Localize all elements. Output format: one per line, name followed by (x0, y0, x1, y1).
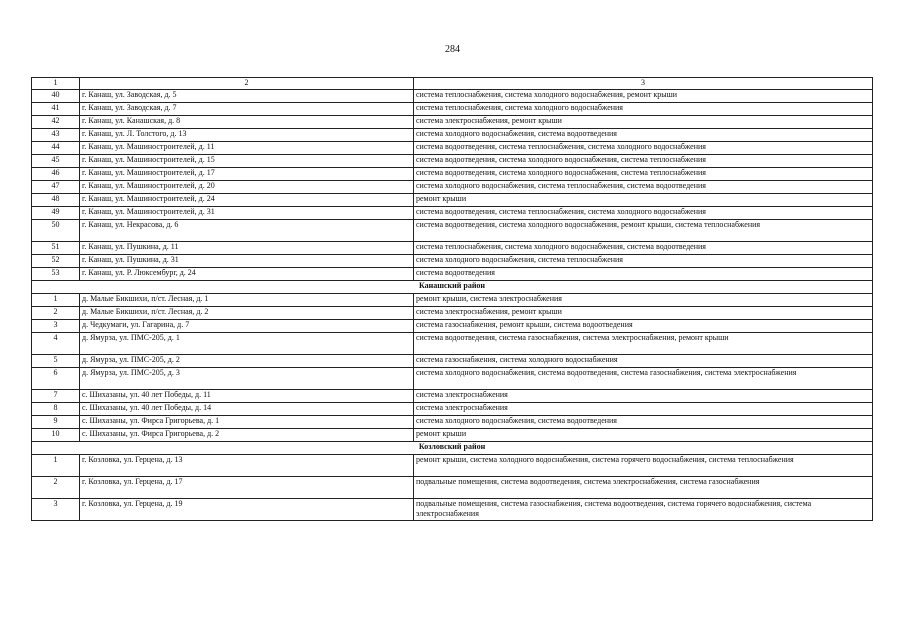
row-address: с. Шихазаны, ул. Фирса Григорьева, д. 2 (80, 429, 414, 442)
row-address: г. Канаш, ул. Заводская, д. 5 (80, 90, 414, 103)
table-row (32, 403, 873, 416)
row-works: система водоотведения, система газоснабжения, система электроснабжения, ремонт крыши (414, 333, 873, 355)
row-number: 45 (32, 155, 80, 168)
table-row (32, 207, 873, 220)
row-number: 3 (32, 499, 80, 521)
row-works: система электроснабжения, ремонт крыши (414, 116, 873, 129)
table-row (32, 355, 873, 368)
row-address: с. Шихазаны, ул. Фирса Григорьева, д. 1 (80, 416, 414, 429)
row-address: г. Канаш, ул. Р. Люксембург, д. 24 (80, 268, 414, 281)
table-row (32, 220, 873, 242)
repair-registry-table (31, 77, 873, 521)
column-header-works: 3 (414, 78, 873, 90)
row-works: система водоотведения, система холодного водоснабжения, система теплоснабжения (414, 155, 873, 168)
row-works: система электроснабжения, ремонт крыши (414, 307, 873, 320)
row-address: г. Козловка, ул. Герцена, д. 13 (80, 455, 414, 477)
row-address: г. Козловка, ул. Герцена, д. 19 (80, 499, 414, 521)
table-row (32, 294, 873, 307)
row-address: г. Канаш, ул. Канашская, д. 8 (80, 116, 414, 129)
row-number: 43 (32, 129, 80, 142)
row-address: д. Чедкумаги, ул. Гагарина, д. 7 (80, 320, 414, 333)
row-number: 42 (32, 116, 80, 129)
table-row (32, 455, 873, 477)
table-row (32, 168, 873, 181)
table-row (32, 368, 873, 390)
row-address: д. Ямурза, ул. ПМС-205, д. 1 (80, 333, 414, 355)
row-works: система холодного водоснабжения, система теплоснабжения (414, 255, 873, 268)
row-address: д. Малые Бикшихи, п/ст. Лесная, д. 1 (80, 294, 414, 307)
row-number: 5 (32, 355, 80, 368)
table-row (32, 307, 873, 320)
row-works: система водоотведения, система теплоснабжения, система холодного водоснабжения (414, 142, 873, 155)
row-number: 3 (32, 320, 80, 333)
row-address: г. Канаш, ул. Л. Толстого, д. 13 (80, 129, 414, 142)
table-row (32, 333, 873, 355)
row-works: система теплоснабжения, система холодного водоснабжения, ремонт крыши (414, 90, 873, 103)
row-number: 52 (32, 255, 80, 268)
row-works: система холодного водоснабжения, система водоотведения, система газоснабжения, система электроснабжения (414, 368, 873, 390)
row-number: 8 (32, 403, 80, 416)
row-works: система электроснабжения (414, 390, 873, 403)
row-works: ремонт крыши (414, 194, 873, 207)
row-works: система электроснабжения (414, 403, 873, 416)
row-number: 47 (32, 181, 80, 194)
row-works: ремонт крыши (414, 429, 873, 442)
row-works: система газоснабжения, ремонт крыши, система водоотведения (414, 320, 873, 333)
row-number: 9 (32, 416, 80, 429)
table-row (32, 242, 873, 255)
row-number: 10 (32, 429, 80, 442)
table-header-row (32, 78, 873, 90)
row-number: 51 (32, 242, 80, 255)
table-row (32, 155, 873, 168)
row-number: 49 (32, 207, 80, 220)
table-row (32, 320, 873, 333)
row-address: д. Малые Бикшихи, п/ст. Лесная, д. 2 (80, 307, 414, 320)
row-address: г. Козловка, ул. Герцена, д. 17 (80, 477, 414, 499)
row-number: 44 (32, 142, 80, 155)
table-row (32, 142, 873, 155)
table-row (32, 181, 873, 194)
row-address: д. Ямурза, ул. ПМС-205, д. 2 (80, 355, 414, 368)
district-heading: Канашский район (32, 281, 873, 294)
row-number: 2 (32, 477, 80, 499)
row-number: 6 (32, 368, 80, 390)
row-number: 53 (32, 268, 80, 281)
row-address: г. Канаш, ул. Машиностроителей, д. 11 (80, 142, 414, 155)
table-row (32, 499, 873, 521)
row-works: система водоотведения, система теплоснабжения, система холодного водоснабжения (414, 207, 873, 220)
row-works: система холодного водоснабжения, система водоотведения (414, 129, 873, 142)
table-row (32, 416, 873, 429)
row-number: 7 (32, 390, 80, 403)
row-works: подвальные помещения, система водоотведения, система электроснабжения, система газоснабжения (414, 477, 873, 499)
row-address: д. Ямурза, ул. ПМС-205, д. 3 (80, 368, 414, 390)
row-works: система водоотведения, система холодного водоснабжения, ремонт крыши, система теплоснабжения (414, 220, 873, 242)
row-address: с. Шихазаны, ул. 40 лет Победы, д. 14 (80, 403, 414, 416)
row-address: г. Канаш, ул. Пушкина, д. 31 (80, 255, 414, 268)
row-number: 50 (32, 220, 80, 242)
row-address: г. Канаш, ул. Машиностроителей, д. 24 (80, 194, 414, 207)
row-address: г. Канаш, ул. Машиностроителей, д. 31 (80, 207, 414, 220)
table-row (32, 390, 873, 403)
row-works: подвальные помещения, система газоснабжения, система водоотведения, система горячего водоснабжения, система электроснабжения (414, 499, 873, 521)
table-row (32, 129, 873, 142)
row-number: 1 (32, 455, 80, 477)
row-address: с. Шихазаны, ул. 40 лет Победы, д. 11 (80, 390, 414, 403)
table-body (32, 90, 873, 521)
table-row (32, 103, 873, 116)
row-works: система газоснабжения, система холодного водоснабжения (414, 355, 873, 368)
row-number: 2 (32, 307, 80, 320)
column-header-number: 1 (32, 78, 80, 90)
row-works: ремонт крыши, система холодного водоснабжения, система горячего водоснабжения, система теплоснабжения (414, 455, 873, 477)
row-works: система холодного водоснабжения, система теплоснабжения, система водоотведения (414, 181, 873, 194)
row-address: г. Канаш, ул. Некрасова, д. 6 (80, 220, 414, 242)
row-works: система водоотведения, система холодного водоснабжения, система теплоснабжения (414, 168, 873, 181)
row-address: г. Канаш, ул. Пушкина, д. 11 (80, 242, 414, 255)
row-works: система теплоснабжения, система холодного водоснабжения, система водоотведения (414, 242, 873, 255)
row-address: г. Канаш, ул. Машиностроителей, д. 20 (80, 181, 414, 194)
table-row (32, 90, 873, 103)
row-number: 48 (32, 194, 80, 207)
row-number: 4 (32, 333, 80, 355)
row-number: 46 (32, 168, 80, 181)
row-address: г. Канаш, ул. Машиностроителей, д. 15 (80, 155, 414, 168)
table-row (32, 116, 873, 129)
page-number: 284 (445, 44, 460, 55)
column-header-address: 2 (80, 78, 414, 90)
table-row (32, 477, 873, 499)
row-works: ремонт крыши, система электроснабжения (414, 294, 873, 307)
row-works: система теплоснабжения, система холодного водоснабжения (414, 103, 873, 116)
district-heading: Козловский район (32, 442, 873, 455)
table-row (32, 429, 873, 442)
row-number: 1 (32, 294, 80, 307)
row-works: система водоотведения (414, 268, 873, 281)
district-heading-row (32, 281, 873, 294)
table-row (32, 255, 873, 268)
row-address: г. Канаш, ул. Машиностроителей, д. 17 (80, 168, 414, 181)
district-heading-row (32, 442, 873, 455)
row-address: г. Канаш, ул. Заводская, д. 7 (80, 103, 414, 116)
table-row (32, 268, 873, 281)
table-row (32, 194, 873, 207)
row-number: 40 (32, 90, 80, 103)
row-works: система холодного водоснабжения, система водоотведения (414, 416, 873, 429)
row-number: 41 (32, 103, 80, 116)
